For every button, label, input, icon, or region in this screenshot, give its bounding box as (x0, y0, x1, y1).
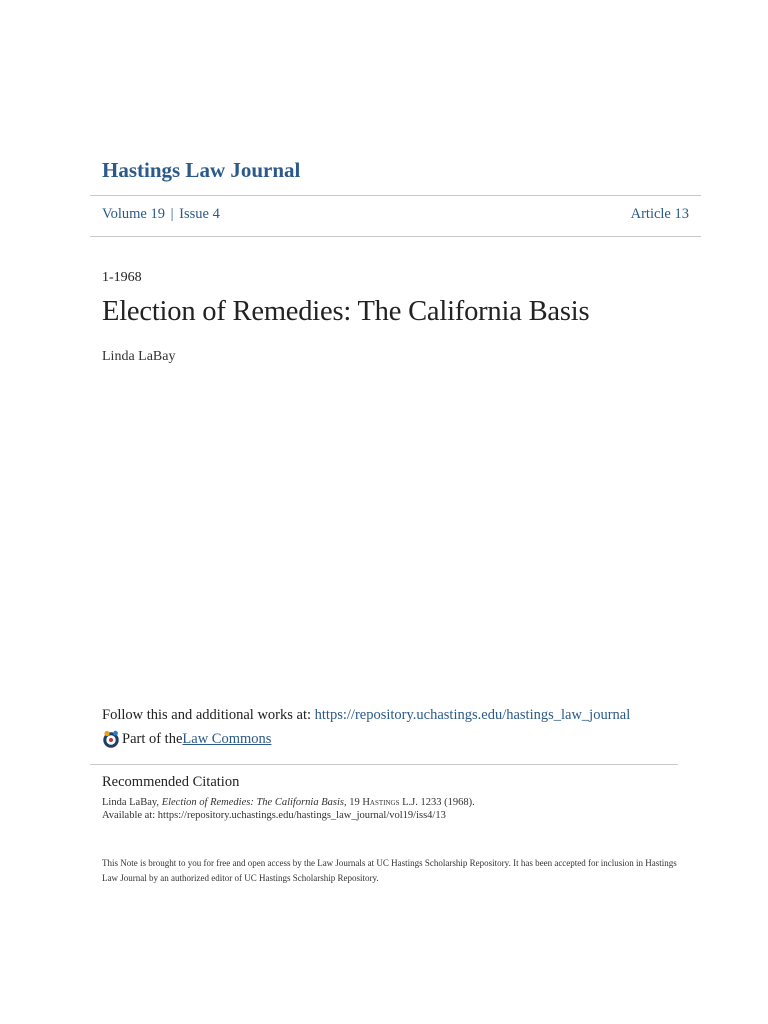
access-footnote: This Note is brought to you for free and open access by the Law Journals at UC Hastings Scholarship Repository. It has been accepted for inclusion in Hastings Law Journal by an authorized editor of UC Hastings Scholarship Repository. (102, 858, 677, 883)
volume-issue-row (102, 206, 689, 223)
law-commons-link[interactable]: Law Commons (182, 730, 272, 747)
follow-line (102, 707, 630, 724)
journal-title-link[interactable]: Hastings Law Journal (102, 158, 301, 182)
citation-journal: Hastings (362, 797, 400, 808)
citation-author: Linda LaBay, (102, 797, 162, 808)
publication-date: 1-1968 (102, 270, 142, 285)
divider-citation (90, 764, 678, 765)
citation-rest: L.J. 1233 (1968). (399, 797, 475, 808)
volume-separator: | (170, 206, 174, 222)
citation-title: Election of Remedies: The California Basis (161, 797, 344, 808)
follow-prefix: Follow this and additional works at: (102, 707, 315, 723)
author-name: Linda LaBay (102, 349, 176, 364)
citation-body (102, 796, 475, 822)
citation-available: Available at: https://repository.uchastings.edu/hastings_law_journal/vol19/iss4/13 (102, 810, 446, 821)
citation-volume: , 19 (343, 797, 363, 808)
volume-link[interactable]: Volume 19 (102, 206, 165, 222)
commons-line (102, 730, 271, 748)
citation-line-1 (102, 796, 475, 809)
issue-link[interactable]: Issue 4 (179, 206, 220, 222)
divider-top (90, 195, 701, 196)
article-title: Election of Remedies: The California Basis (102, 296, 590, 327)
article-link[interactable]: Article 13 (630, 206, 689, 222)
network-icon (102, 730, 120, 748)
citation-heading: Recommended Citation (102, 774, 240, 790)
commons-prefix: Part of the (122, 730, 183, 747)
repository-link[interactable]: https://repository.uchastings.edu/hastings_law_journal (314, 707, 631, 723)
divider-middle (90, 236, 701, 237)
